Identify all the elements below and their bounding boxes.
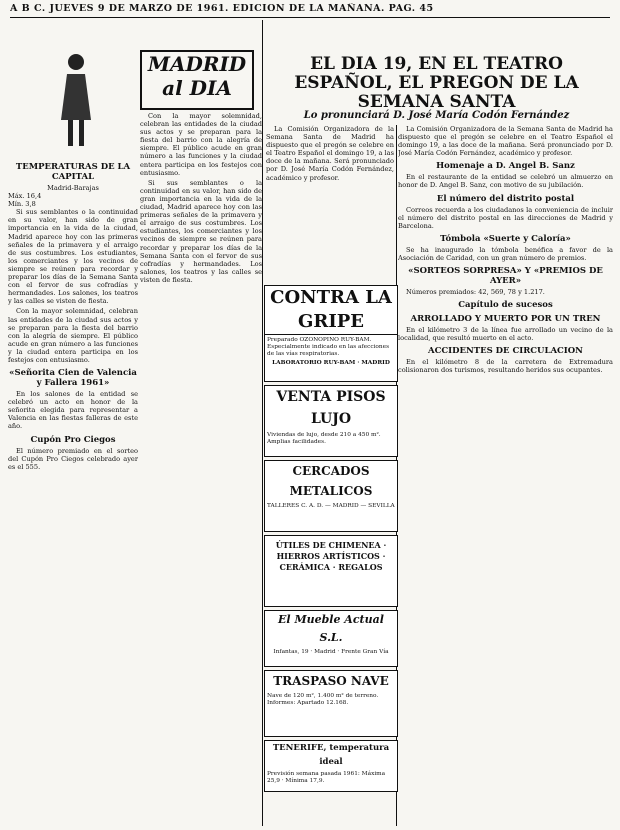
ad-text: Infantas, 19 · Madrid · Frente Gran Vía (273, 649, 389, 655)
section-text: El número premiado en el sorteo del Cupón Pro Ciegos celebrado ayer es el 555. (8, 446, 138, 471)
section-heading: «SORTEOS SORPRESA» Y «PREMIOS DE AYER» (408, 266, 603, 287)
section-heading: Homenaje a D. Angel B. Sanz (436, 161, 575, 172)
ad-title: TRASPASO NAVE (273, 674, 389, 688)
section-heading: ACCIDENTES DE CIRCULACION (428, 346, 583, 357)
ad-mueble-actual (264, 610, 398, 667)
woman-figure-illustration (55, 50, 97, 150)
section-heading: El número del distrito postal (436, 193, 575, 204)
temperatures-row: Mín. 3,8 (8, 200, 36, 209)
ad-title: El Mueble Actual S.L. (278, 613, 384, 644)
center-article (266, 125, 394, 280)
logo-line-2: al DIA (162, 76, 232, 100)
temperatures-location: Madrid-Barajas (47, 184, 99, 192)
section-text: En el kilómetro 3 de la línea fue arrollado un vecino de la localidad, que resultó muerto en el acto. (398, 326, 613, 343)
ad-text: TALLERES C. A. D. — MADRID — SEVILLA (267, 503, 395, 509)
article-text: Con la mayor solemnidad, celebran las entidades de la ciudad sus actos y se preparan para la fiesta del barrio con la alegría de siempre. El público acude en gran número a las funciones y la ciudad entera participa en los festejos con entusiasmo. (140, 112, 262, 177)
page-header: A B C. JUEVES 9 DE MARZO DE 1961. EDICION DE LA MAÑANA. PAG. 45 (10, 3, 610, 18)
ad-title: VENTA PISOS LUJO (276, 389, 386, 427)
ad-title: ÚTILES DE CHIMENEA · HIERROS ARTÍSTICOS · CERÁMICA · REGALOS (275, 540, 387, 572)
ad-title: CERCADOS METALICOS (289, 464, 373, 498)
article-text: La Comisión Organizadora de la Semana Santa de Madrid ha dispuesto que el pregón se celebre en el Teatro Español el domingo 19, a las doce de la mañana. Será pronunciado por D. José María Codón Fernández, académico y profesor. (398, 125, 613, 158)
article-text: Si sus semblantes o la continuidad en su valor, han sido de gran importancia en la vida de la ciudad, Madrid aparece hoy con las primeras señales de la primavera y el arraigo de sus costumbres. Los estudiantes, los comerciantes y los vecinos de siempre se reúnen para recordar y preparar los días de la Semana Santa con el fervor de sus cofradías y hermandades. Los salones, los teatros y las calles se visten de fiesta. (8, 208, 138, 306)
section-text: Se ha inaugurado la tómbola benéfica a favor de la Asociación de Caridad, con un gran número de premios. (398, 245, 613, 262)
ad-tenerife (264, 740, 398, 792)
article-text: La Comisión Organizadora de la Semana Santa de Madrid ha dispuesto que el pregón se celebre en el Teatro Español el domingo 19, a las doce de la mañana. Será pronunciado por D. José María Codón Fernández, académico y profesor. (266, 125, 394, 182)
ad-text: Previsión semana pasada 1961: Máxima 25,9 · Mínima 17,9. (267, 771, 386, 784)
ad-cercados (264, 460, 398, 532)
ad-chimenea (264, 535, 398, 607)
section-heading: ARROLLADO Y MUERTO POR UN TREN (410, 314, 601, 325)
column-rule (262, 20, 263, 826)
right-column (398, 125, 613, 826)
article-text: Si sus semblantes o la continuidad en su valor, han sido de gran importancia en la vida de la ciudad, Madrid aparece hoy con las primeras señales de la primavera y el arraigo de sus costumbres. Los estudiantes, los comerciantes y los vecinos de siempre se reúnen para recordar y preparar los días de la Semana Santa con el fervor de sus cofradías y hermandades. Los salones, los teatros y las calles se visten de fiesta. (140, 178, 262, 284)
ad-footer: LABORATORIO RUY-BAM · MADRID (272, 360, 390, 366)
ad-text: Nave de 120 m², 1.400 m² de terreno. Informes: Apartado 12.168. (267, 693, 379, 706)
madrid-al-dia-logo (140, 50, 254, 110)
section-heading: «Señorita Cien de Valencia y Fallera 1961» (9, 368, 137, 389)
section-heading: Capítulo de sucesos (458, 300, 553, 311)
left-column (8, 158, 138, 826)
section-text: Números premiados: 42, 569, 78 y 1.217. (406, 288, 545, 297)
section-text: En el kilómetro 8 de la carretera de Extremadura colisionaron dos turismos, resultando heridos sus ocupantes. (398, 358, 613, 375)
ad-text: Viviendas de lujo, desde 210 a 450 m². Amplias facilidades. (267, 432, 381, 445)
main-subheadline: Lo pronunciará D. José María Codón Fernández (303, 110, 570, 121)
temperatures-row: Máx. 16,4 (8, 192, 42, 201)
section-heading: Tómbola «Suerte y Caloría» (440, 233, 571, 244)
ad-title: CONTRA LA GRIPE (265, 286, 397, 335)
ad-traspaso-nave (264, 670, 398, 737)
article-text: Con la mayor solemnidad, celebran las entidades de la ciudad sus actos y se preparan para la fiesta del barrio con la alegría de siempre. El público acude en gran número a las funciones y la ciudad entera participa en los festejos con entusiasmo. (8, 307, 138, 364)
ad-contra-la-gripe (264, 285, 398, 382)
section-text: En el restaurante de la entidad se celebró un almuerzo en honor de D. Angel B. Sanz, con motivo de su jubilación. (398, 173, 613, 190)
left-column-2 (140, 112, 262, 826)
ad-venta-pisos (264, 385, 398, 457)
section-text: Correos recuerda a los ciudadanos la conveniencia de incluir el número del distrito postal en las direcciones de Madrid y Barcelona. (398, 205, 613, 230)
section-heading: Cupón Pro Ciegos (30, 434, 116, 445)
section-text: En los salones de la entidad se celebró un acto en honor de la señorita elegida para representar a Valencia en las fiestas falleras de este año. (8, 390, 138, 431)
main-headline: EL DIA 19, EN EL TEATRO ESPAÑOL, EL PREGON DE LA SEMANA SANTA (294, 54, 579, 112)
ad-text: Preparado OZONOPINO RUY-BAM. Especialmente indicado en las afecciones de las vías respiratorias. (267, 337, 390, 357)
ad-title: TENERIFE, temperatura ideal (272, 743, 390, 767)
temperatures-title: TEMPERATURAS DE LA CAPITAL (15, 162, 131, 182)
logo-line-1: MADRID (147, 52, 247, 76)
